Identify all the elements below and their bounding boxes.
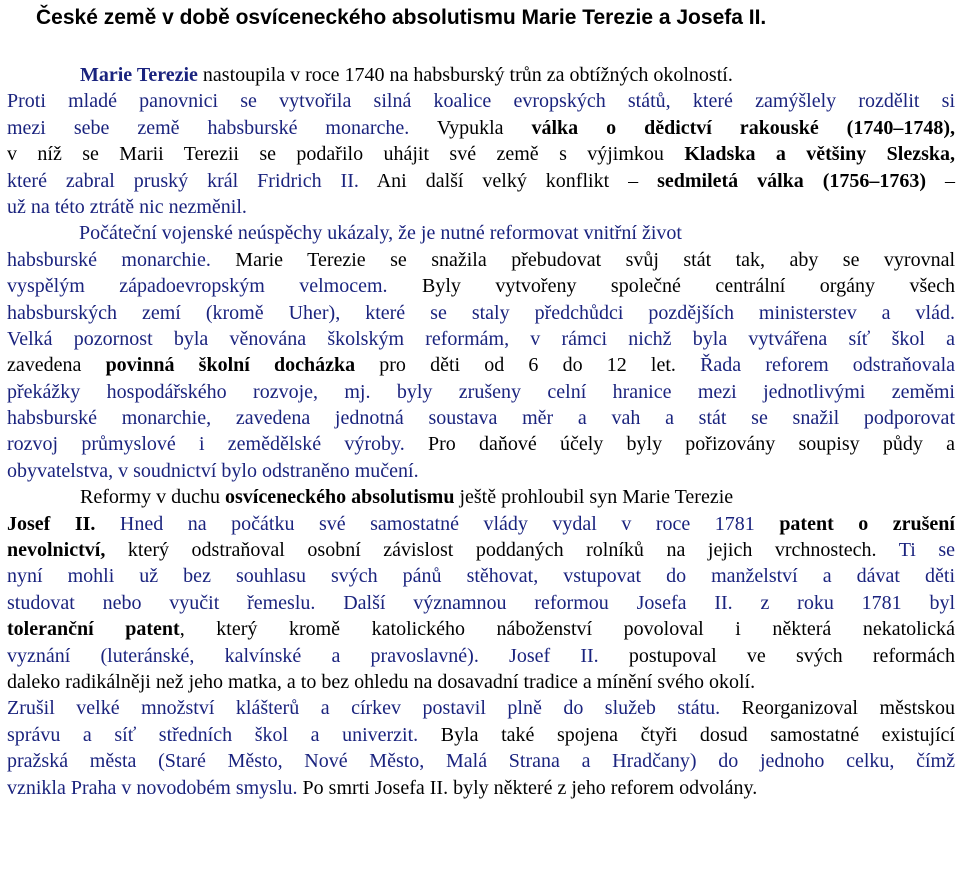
text-run: které zabral pruský král Fridrich II. [7,169,359,192]
text-run: nastoupila v roce 1740 na habsburský trůn za obtížných okolností. [197,64,733,86]
text-line [7,273,955,299]
text-run: Zrušil velké množství klášterů a církev postavil plně do služeb státu. [7,697,721,720]
text-run: obyvatelstva, v soudnictví bylo odstraněno mučení. [7,459,419,482]
text-run: Marie Terezie se snažila přebudovat svůj stát tak, aby se vyrovnal [210,248,956,271]
bold-term: povinná školní docházka [105,354,356,377]
text-line [7,590,955,616]
text-run: habsburské monarchie. [7,248,211,271]
text-line [7,379,955,405]
page-title: České země v době osvíceneckého absolutismu Marie Terezie a Josefa II. [36,6,767,29]
text-line [7,563,955,589]
bold-term: patent o zrušení [779,512,955,535]
text-line [7,537,955,563]
text-run: Pro daňové účely byly pořizovány soupisy půdy a [404,433,956,456]
text-line [7,115,955,141]
text-run: – [926,169,956,192]
document-body [7,62,955,801]
text-run: habsburských zemí (kromě Uher), které se staly předchůdci pozdějších ministerstev a vlád. [7,301,955,324]
text-line [7,194,955,220]
text-line [7,141,955,167]
text-run: správu a síť středních škol a univerzit. [7,723,419,746]
text-line [7,405,955,431]
bold-term: Kladska a většiny Slezska, [684,143,955,166]
bold-term: nevolnictví, [7,539,106,562]
text-line [7,62,955,88]
text-run: pro děti od 6 do 12 let. [355,354,676,377]
text-line [7,300,955,326]
text-run: Ani další velký konflikt – [358,169,658,192]
text-line [7,643,955,669]
text-line [7,748,955,774]
text-run: v níž se Marii Terezii se podařilo uhájit své země s výjimkou [7,143,685,166]
text-run: rozvoj průmyslové i zemědělské výroby. [7,433,405,456]
text-run: Řada reforem odstraňovala [675,354,955,377]
text-run: Byla také spojena čtyři dosud samostatné existující [418,723,955,746]
text-run: nyní mohli už bez souhlasu svých pánů stěhovat, vstupovat do manželství a dávat děti [7,565,955,588]
text-run: Proti mladé panovnici se vytvořila silná koalice evropských států, které zamýšlely rozdělit si [7,90,955,113]
text-line [7,484,955,510]
text-run: vznikla Praha v novodobém smyslu. [7,776,298,799]
text-line [7,775,955,801]
text-run: habsburské monarchie, zavedena jednotná soustava měr a vah a stát se snažil podporovat [7,407,955,430]
text-run: už na této ztrátě nic nezměnil. [7,195,247,218]
text-run: pražská města (Staré Město, Nové Město, Malá Strana a Hradčany) do jednoho celku, čímž [7,750,955,773]
text-run: ještě prohloubil syn Marie Terezie [454,486,734,509]
text-line [7,722,955,748]
bold-term: válka o dědictví rakouské (1740–1748), [531,116,955,139]
bold-term: Marie Terezie [80,64,198,86]
text-run: Po smrti Josefa II. byly některé z jeho reforem odvolány. [297,776,758,799]
text-run: mezi sebe země habsburské monarche. [7,116,410,139]
text-run: Vypukla [409,116,532,139]
text-run: Reorganizoval městskou [720,697,955,720]
text-run: postupoval ve svých reformách [598,644,955,667]
text-line [7,247,955,273]
bold-term: sedmiletá válka (1756–1763) [657,169,927,192]
text-line [7,511,955,537]
text-line [7,669,955,695]
text-run: zavedena [7,354,106,377]
bold-term: osvíceneckého absolutismu [224,486,455,509]
text-line [7,88,955,114]
text-run: Velká pozornost byla věnována školským reformám, v rámci nichž byla vytvářena síť škol a [7,327,955,350]
text-run: vyspělým západoevropským velmocem. [7,275,388,298]
text-run: Hned na počátku své samostatné vlády vydal v roce 1781 [95,512,780,535]
text-run: Byly vytvořeny společné centrální orgány všech [387,275,955,298]
text-line [7,458,955,484]
text-run: který odstraňoval osobní závislost poddaných rolníků na jejich vrchnostech. [105,539,877,562]
text-line [7,431,955,457]
text-run: daleko radikálněji než jeho matka, a to bez ohledu na dosavadní tradice a mínění svého okolí. [7,670,756,693]
text-line [7,168,955,194]
text-run: vyznání (luteránské, kalvínské a pravoslavné). Josef II. [7,644,599,667]
text-line [7,220,955,246]
text-line [7,326,955,352]
text-run: Další významnou reformou Josefa II. z roku 1781 byl [315,591,956,614]
text-run: překážky hospodářského rozvoje, mj. byly zrušeny celní hranice mezi jednotlivými zeměmi [7,380,955,403]
text-run: , který kromě katolického náboženství povoloval i některá nekatolická [179,618,955,641]
text-line [7,352,955,378]
bold-term: toleranční patent [7,618,180,641]
bold-term: Josef II. [7,512,96,535]
text-line [7,616,955,642]
text-run: studovat nebo vyučit řemeslu. [7,591,316,614]
text-line [7,695,955,721]
text-run: Počáteční vojenské neúspěchy ukázaly, že je nutné reformovat vnitřní život [79,222,682,245]
text-run: Ti se [876,539,955,562]
text-run: Reformy v duchu [80,486,225,509]
